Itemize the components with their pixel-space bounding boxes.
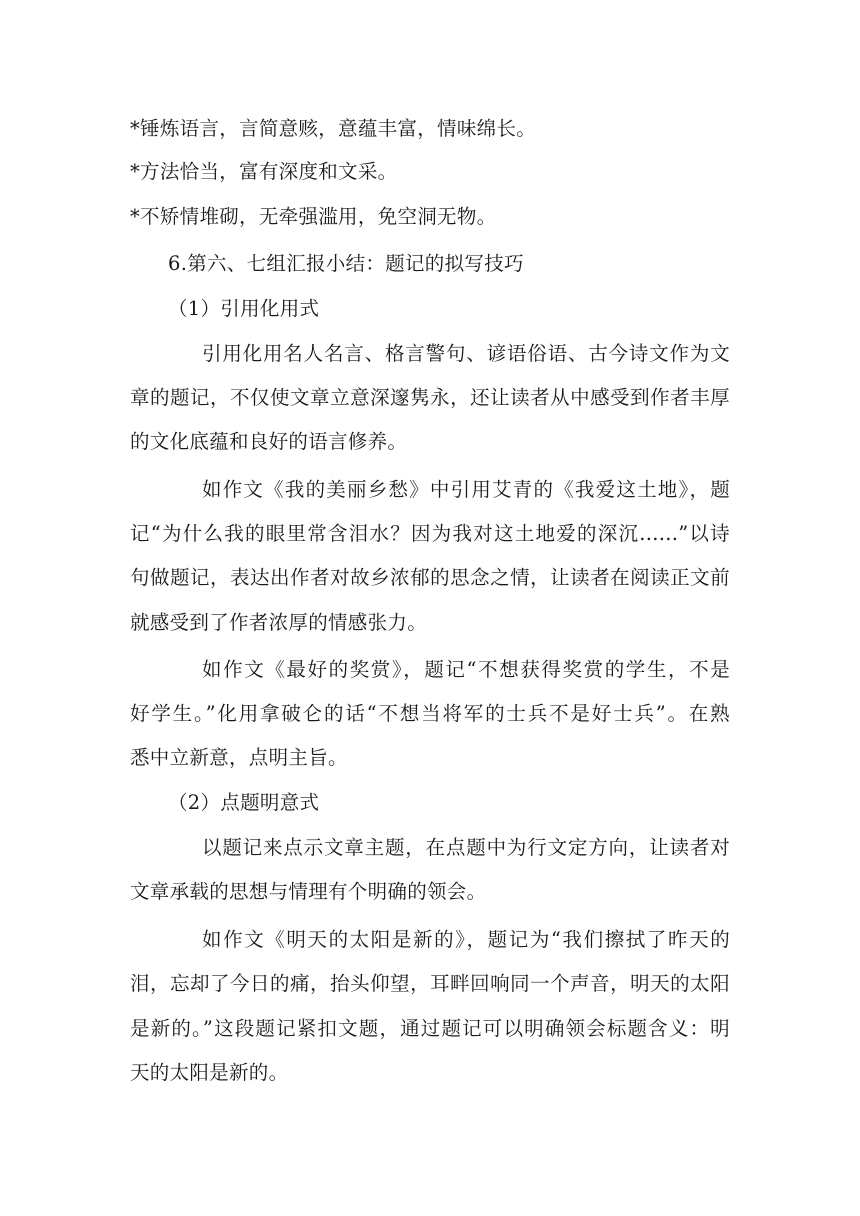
paragraph-line: 引用化用名人名言、格言警句、谚语俗语、古今诗文作为文 [202,342,730,365]
paragraph-line: 如作文《最好的奖赏》，题记“不想获得奖赏的学生，不是 [202,658,730,681]
paragraph-line: 如作文《我的美丽乡愁》中引用艾青的《我爱这土地》，题 [202,478,730,501]
paragraph-line: 是新的。”这段题记紧扣文题，通过题记可以明确领会标题含义：明 [130,1017,730,1040]
subsection-heading: （1）引用化用式 [168,297,320,320]
paragraph-line: 章的题记，不仅使文章立意深邃隽永，还让读者从中感受到作者丰厚 [130,386,730,409]
subsection-heading: （2）点题明意式 [168,791,320,814]
bullet-point: *锤炼语言，言简意赅，意蕴丰富，情味绵长。 [130,117,537,140]
bullet-point: *不矫情堆砌，无牵强滥用，免空洞无物。 [130,205,497,228]
paragraph-line: 的文化底蕴和良好的语言修养。 [130,430,408,453]
paragraph-line: 以题记来点示文章主题，在点题中为行文定方向，让读者对 [202,836,730,859]
section-heading: 6.第六、七组汇报小结：题记的拟写技巧 [168,252,524,275]
paragraph-line: 句做题记，表达出作者对故乡浓郁的思念之情，让读者在阅读正文前 [130,566,730,589]
paragraph-line: 如作文《明天的太阳是新的》，题记为“我们擦拭了昨天的 [202,928,730,951]
paragraph-line: 好学生。”化用拿破仑的话“不想当将军的士兵不是好士兵”。在熟 [130,702,730,725]
bullet-point: *方法恰当，富有深度和文采。 [130,160,398,183]
paragraph-line: 就感受到了作者浓厚的情感张力。 [130,611,428,634]
paragraph-line: 天的太阳是新的。 [130,1061,289,1084]
paragraph-line: 记“为什么我的眼里常含泪水？因为我对这土地爱的深沉......”以诗 [130,522,730,545]
paragraph-line: 文章承载的思想与情理有个明确的领会。 [130,880,487,903]
paragraph-line: 泪，忘却了今日的痛，抬头仰望，耳畔回响同一个声音，明天的太阳 [130,972,730,995]
paragraph-line: 悉中立新意，点明主旨。 [130,746,348,769]
